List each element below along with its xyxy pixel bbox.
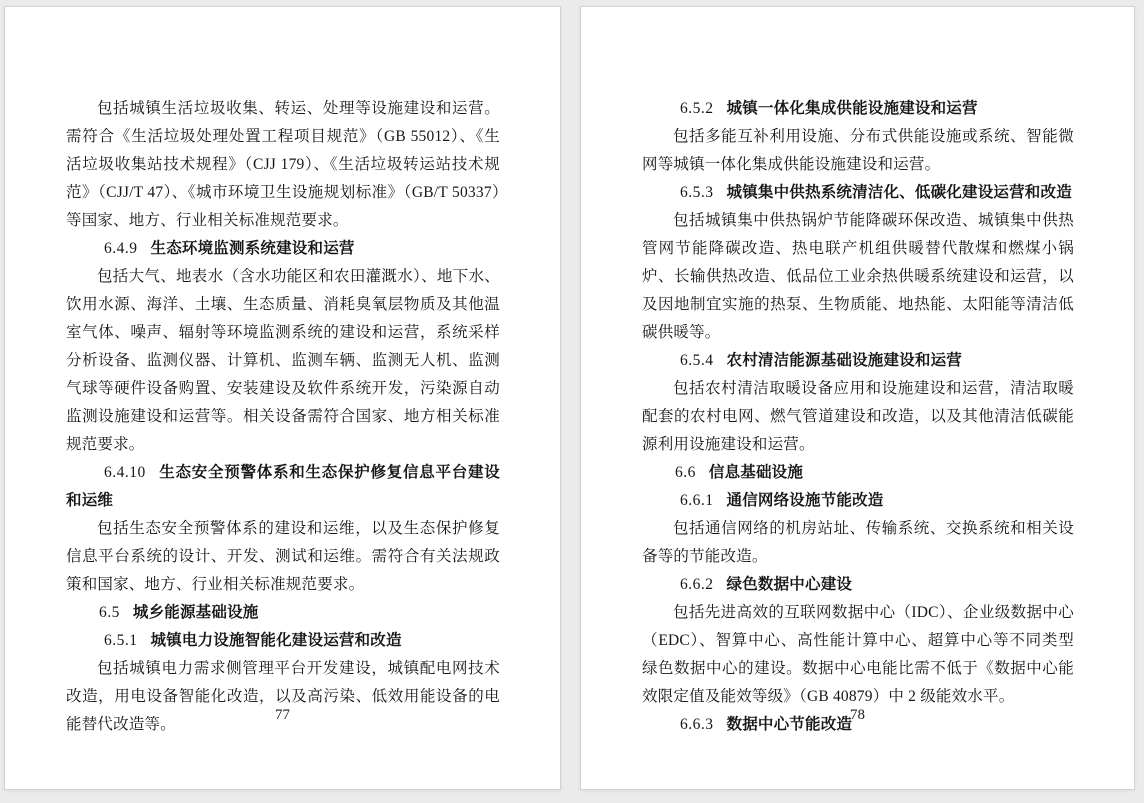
section-number: 6.5.1 xyxy=(104,632,138,649)
section-title: 通信网络设施节能改造 xyxy=(726,492,884,509)
section-number: 6.5 xyxy=(99,604,120,621)
section-number: 6.4.9 xyxy=(104,240,138,257)
section-title: 生态环境监测系统建设和运营 xyxy=(150,240,355,257)
page-number: 77 xyxy=(275,707,290,723)
section-title: 城镇电力设施智能化建设运营和改造 xyxy=(150,632,402,649)
section-title: 数据中心节能改造 xyxy=(726,716,853,733)
section-number: 6.6 xyxy=(675,464,696,481)
section-heading xyxy=(642,459,1074,487)
section-heading xyxy=(642,571,1074,599)
section-title: 城乡能源基础设施 xyxy=(132,604,259,621)
section-heading xyxy=(66,599,500,627)
section-heading xyxy=(66,235,500,263)
section-heading xyxy=(642,347,1074,375)
section-number: 6.6.3 xyxy=(680,716,714,733)
page-content xyxy=(642,95,1074,739)
section-title: 信息基础设施 xyxy=(708,464,804,481)
section-title: 生态安全预警体系和生态保护修复信息平台建设和运维 xyxy=(66,464,500,509)
paragraph: 包括城镇电力需求侧管理平台开发建设，城镇配电网技术改造，用电设备智能化改造，以及高污染、低效用能设备的电能替代改造等。 xyxy=(66,660,500,733)
section-heading xyxy=(66,627,500,655)
paragraph: 包括先进高效的互联网数据中心（IDC）、企业级数据中心（EDC）、智算中心、高性能计算中心、超算中心等不同类型绿色数据中心的建设。数据中心电能比需不低于《数据中心能效限定值及能效等级》（GB 40879）中 2 级能效水平。 xyxy=(642,604,1074,705)
section-number: 6.6.1 xyxy=(680,492,714,509)
section-number: 6.5.2 xyxy=(680,100,714,117)
section-heading xyxy=(642,95,1074,123)
section-heading xyxy=(66,459,500,515)
page-content xyxy=(66,95,500,739)
section-number: 6.6.2 xyxy=(680,576,714,593)
section-title: 农村清洁能源基础设施建设和运营 xyxy=(726,352,963,369)
section-title: 绿色数据中心建设 xyxy=(726,576,853,593)
paragraph: 包括生态安全预警体系的建设和运维，以及生态保护修复信息平台系统的设计、开发、测试和运维。需符合有关法规政策和国家、地方、行业相关标准规范要求。 xyxy=(66,520,500,593)
document-page-left xyxy=(4,6,561,790)
paragraph: 包括城镇生活垃圾收集、转运、处理等设施建设和运营。需符合《生活垃圾处理处置工程项目规范》（GB 55012）、《生活垃圾收集站技术规程》（CJJ 179）、《生活垃圾转运站技术规范》（CJJ/T 47）、《城市环境卫生设施规划标准》（GB/T 50337）等国家、地方、行业相关标准规范要求。 xyxy=(66,100,500,229)
paragraph: 包括多能互补利用设施、分布式供能设施或系统、智能微网等城镇一体化集成供能设施建设和运营。 xyxy=(642,128,1074,173)
paragraph: 包括大气、地表水（含水功能区和农田灌溉水）、地下水、饮用水源、海洋、土壤、生态质量、消耗臭氧层物质及其他温室气体、噪声、辐射等环境监测系统的建设和运营，系统采样分析设备、监测仪器、计算机、监测车辆、监测无人机、监测气球等硬件设备购置、安装建设及软件系统开发，污染源自动监测设施建设和运营等。相关设备需符合国家、地方相关标准规范要求。 xyxy=(66,268,500,453)
section-title: 城镇集中供热系统清洁化、低碳化建设运营和改造 xyxy=(726,184,1072,201)
paragraph: 包括通信网络的机房站址、传输系统、交换系统和相关设备等的节能改造。 xyxy=(642,520,1074,565)
section-number: 6.5.3 xyxy=(680,184,714,201)
section-heading xyxy=(642,179,1074,207)
section-number: 6.5.4 xyxy=(680,352,714,369)
paragraph: 包括农村清洁取暖设备应用和设施建设和运营，清洁取暖配套的农村电网、燃气管道建设和改造，以及其他清洁低碳能源利用设施建设和运营。 xyxy=(642,380,1074,453)
section-heading xyxy=(642,487,1074,515)
document-page-right xyxy=(580,6,1135,790)
section-number: 6.4.10 xyxy=(104,464,146,481)
page-number: 78 xyxy=(850,707,865,723)
paragraph: 包括城镇集中供热锅炉节能降碳环保改造、城镇集中供热管网节能降碳改造、热电联产机组供暖替代散煤和燃煤小锅炉、长输供热改造、低品位工业余热供暖系统建设和运营，以及因地制宜实施的热泵、生物质能、地热能、太阳能等清洁低碳供暖等。 xyxy=(642,212,1074,341)
section-title: 城镇一体化集成供能设施建设和运营 xyxy=(726,100,978,117)
